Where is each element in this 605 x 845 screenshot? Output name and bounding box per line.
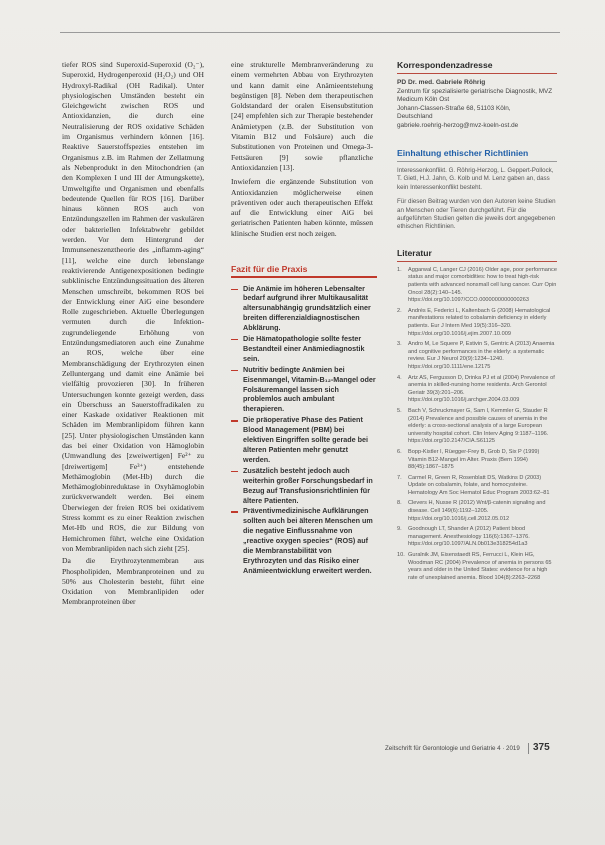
reference-list (397, 267, 557, 583)
reference-item (397, 475, 557, 498)
reference-text: Andro M, Le Squere P, Estivin S, Gentric A (2013) Anaemia and cognitive performances in the elderly: a systematic review. Eur J Neurol 20(9):1234–1240. https://doi.org/10.1111/ene.12175 (408, 341, 555, 370)
reference-number: 8. (397, 500, 402, 507)
body-paragraph: Inwiefern die ergänzende Substitution von Antioxidanzien möglicherweise einen präventiven oder auch therapeutischen Effekt auf die Entwicklung einer AiG bei geriatrischen Patienten haben könnte, müssen klinische Studien erst noch zeigen. (231, 177, 373, 238)
fazit-list (231, 284, 377, 576)
fazit-rule (231, 276, 377, 278)
reference-number: 7. (397, 474, 402, 481)
reference-number: 9. (397, 526, 402, 533)
body-column-left (62, 60, 204, 610)
fazit-item: Die präoperative Phase des Patient Blood Management (PBM) bei elektiven Eingriffen sollte gerade bei älteren Patienten mehr genutzt werden. (231, 415, 377, 465)
ethics-paragraph: Interessenkonflikt. G. Röhrig-Herzog, L. Geppert-Pollock, T. Gietl, H.J. Jahn, G. Kolb und M. Lenz gaben an, dass kein Interessenkonflikt besteht. (397, 167, 554, 191)
header-rule (60, 32, 560, 33)
journal-issue: Zeitschrift für Gerontologie und Geriatrie 4 · 2019 (385, 745, 520, 752)
page-number: 375 (533, 742, 550, 753)
ethics-rule (397, 161, 557, 162)
reference-text: Carmel R, Green R, Rosenblatt DS, Watkins D (2003) Update on cobalamin, folate, and homocysteine. Hematology Am Soc Hematol Educ Program 2003:62–81 (408, 474, 550, 496)
correspondence-address (397, 79, 557, 130)
reference-item (397, 500, 557, 523)
reference-text: Andrès E, Federici L, Kaltenbach G (2008) Hematological manifestations related to cobalamin deficiency in elderly patients. Eur J Intern Med 19(5):316–320. https://doi.org/10.1016/j.ejim.2007.10.009 (408, 307, 551, 337)
fazit-item: Präventivmedizinische Aufklärungen sollten auch bei älteren Menschen um die negative Einflussnahme von „reactive oxygen species“ (ROS) auf die Membranstabilität von Erythrozyten und das Risiko einer Anämieentwicklung erweitert werden. (231, 506, 377, 575)
reference-number: 3. (397, 341, 402, 348)
body-paragraph: eine strukturelle Membranveränderung zu einem vermehrten Abbau von Erythrozyten und kann damit eine Anämieentstehung begünstigen [8]. Neben dem therapeutischen Goldstandard der oralen Eisensubstitution [24] empfehlen sich zur Therapie bestehender Anämietypen (z.B. der Substitution von Vitamin B12 und Folsäure) auch die Substitutionen von Proteinen und Omega-3-Fettsäuren [9] sowie pflanzliche Antioxidanzien [13]. (231, 60, 373, 172)
fazit-item: Die Anämie im höheren Lebensalter bedarf aufgrund ihrer Multikausalität altersunabhängig grundsätzlich einer breiten differenzialdiagnostischen Abklärung. (231, 284, 377, 334)
body-column-middle (231, 60, 373, 243)
correspondence-name: PD Dr. med. Gabriele Röhrig (397, 79, 486, 86)
reference-item (397, 526, 557, 549)
body-paragraph: Da die Erythrozytenmembran aus Phospholipiden, Membranproteinen und zu 50% aus Cholesterin besteht, führt eine Oxidation von Membranlipiden oder Membranproteinen über (62, 556, 204, 607)
email-link[interactable]: gabriele.roehrig-herzog@mvz-koeln-ost.de (397, 121, 519, 129)
fazit-item: Nutritiv bedingte Anämien bei Eisenmangel, Vitamin-B₁₂-Mangel oder Folsäuremangel lassen sich problemlos auch ambulant therapieren. (231, 365, 377, 415)
reference-number: 2. (397, 307, 402, 314)
body-paragraph: tiefer ROS sind Superoxid-Superoxid (O₂⁻), Superoxid, Hydrogenperoxid (H₂O₂) und OH Hydroxyl-Radikal (OH Radikal). Unter physiologischen Umständen besteht ein Gleichgewicht zwischen ROS und Antioxidanzien, die durch eine Neutralisierung der ROS oxidative Schäden im Organismus verhindern können [16]. Reaktive Sauerstoffspezies entstehen im Organismus z.B. im Rahmen der Zellatmung als Nebenprodukt in den Mitochondrien (an den Komplexen I und III der Atmungskette), Umweltgifte und Organismen und ebenfalls bedeutende Quellen für ROS [16]. Darüber hinaus können ROS auch von Entzündungszellen im Rahmen der vaskulären oder bakteriellen Infektabwehr gebildet werden. Vor dem Hintergrund der Immunseneszenztheorie des „inflamm-aging“ [11], welche eine durch lebenslange reaktivierende Antigenexpositionen bedingte subklinische Entzündungssituation des älteren Menschen umschreibt, bekommen ROS bei der Entwicklung einer AiG eine besondere Rolle zugeschrieben. Aktuelle Überlegungen vermuten durch die Infektion-zugrundeliegende Erhöhung von Entzündungsmediatoren auch eine Zunahme an ROS, welche über eine Membranschädigung der Erythrozyten einen Zelluntergang und damit eine Anämie bei vielfältig provozieren [30]. In früheren Untersuchungen konnte gezeigt werden, dass ein Überschuss an Sauerstoffradikalen zu einer Kaskade oxidativer Reaktionen mit Schäden im Membranlipidom führen kann [25]. Unter physiologischen Umständen kann das bei einer Oxidation von Hämoglobin (Umwandlung des [zweiwertigen] Fe²⁺ zu [dreiwertigem] Fe³⁺) entstehende Methämoglobin (Met-Hb) durch die Methämoglobinreduktase in Oxyhämoglobin zurückverwandelt werden. Bei einem Überwiegen der freien ROS bei oxidativem Stress kommt es zu einer Reaktion zwischen Met-Hb und ROS, die zur Bildung von Hemichromen führt, welche eine Oxidation von Membranlipiden nach sich zieht [25]. (62, 60, 204, 553)
literature-rule (397, 261, 557, 262)
reference-item (397, 267, 557, 305)
reference-item (397, 552, 557, 582)
reference-number: 1. (397, 266, 402, 273)
address-line: Johann-Classen-Straße 68, 51103 Köln, (397, 104, 511, 112)
reference-number: 5. (397, 407, 402, 414)
reference-text: Bach V, Schruckmayer G, Sam I, Kemmler G, Stauder R (2014) Prevalence and possible causes of anemia in the elderly: a cross-sectional analysis of a large European university hospital cohort. Clin Interv Aging 9:1187–1196. https://doi.org/10.2147/CIA.S61125 (408, 407, 549, 445)
reference-text: Goodnough LT, Shander A (2012) Patient blood management. Anesthesiology 116(6):1367–1376. https://doi.org/10.1097/ALN.0b013e318254d1a3 (408, 526, 530, 548)
side-column (397, 60, 557, 585)
reference-number: 10. (397, 552, 405, 559)
fazit-box (231, 264, 377, 577)
literature-title: Literatur (397, 247, 432, 258)
correspondence-title: Korrespondenzadresse (397, 60, 493, 70)
fazit-item: Zusätzlich besteht jedoch auch weiterhin großer Forschungsbedarf in Bezug auf Transfusionsrichtlinien für ältere Patienten. (231, 466, 377, 506)
reference-number: 4. (397, 374, 402, 381)
page-footer (385, 743, 559, 755)
address-line: Deutschland (397, 113, 433, 120)
reference-text: Artz AS, Fergusson D, Drinka PJ et al (2004) Prevalence of anemia in skilled-nursing home residents. Arch Gerontol Geriatr 39(3):201–206. https://doi.org/10.1016/j.archger.2004.03.009 (408, 374, 555, 404)
reference-number: 6. (397, 448, 402, 455)
footer-separator (528, 743, 529, 754)
reference-text: Clevers H, Nusse R (2012) Wnt/β-catenin signaling and disease. Cell 149(6):1192–1205. https://doi.org/10.1016/j.cell.2012.05.012 (408, 500, 546, 522)
reference-text: Aggarwal C, Langer CJ (2016) Older age, poor performance status and major comorbidities: how to treat high-risk patients with advanced nonsmall cell lung cancer. Curr Opin Oncol 28(2):140–145. https://doi.org/10.1097/CCO.0000000000000263 (408, 266, 557, 304)
ethics-text (397, 167, 557, 232)
ethics-paragraph: Für diesen Beitrag wurden von den Autoren keine Studien an Menschen oder Tieren durchgeführt. Für die aufgeführten Studien gelten die jeweils dort angegebenen ethischen Richtlinien. (397, 198, 556, 231)
address-line: Zentrum für spezialisierte geriatrische Diagnostik, MVZ Medicum Köln Ost (397, 87, 553, 103)
correspondence-rule (397, 73, 557, 74)
reference-text: Bopp-Kistler I, Rüegger-Frey B, Grob D, Six P (1999) Vitamin B12-Mangel im Alter. Praxis (Bern 1994) 88(45):1867–1875 (408, 448, 540, 471)
reference-item (397, 408, 557, 446)
fazit-item: Die Hämatopathologie sollte fester Bestandteil einer Anämiediagnostik sein. (231, 334, 377, 364)
reference-item (397, 375, 557, 405)
fazit-title: Fazit für die Praxis (231, 264, 308, 274)
reference-item (397, 341, 557, 371)
reference-item (397, 308, 557, 338)
reference-text: Guralnik JM, Eisenstaedt RS, Ferrucci L, Klein HG, Woodman RC (2004) Prevalence of anemia in persons 65 years and older in the United States: evidence for a high rate of unexplained anemia. Blood 104(8):2263–2268 (408, 552, 552, 581)
ethics-title: Einhaltung ethischer Richtlinien (397, 148, 529, 158)
reference-item (397, 449, 557, 472)
